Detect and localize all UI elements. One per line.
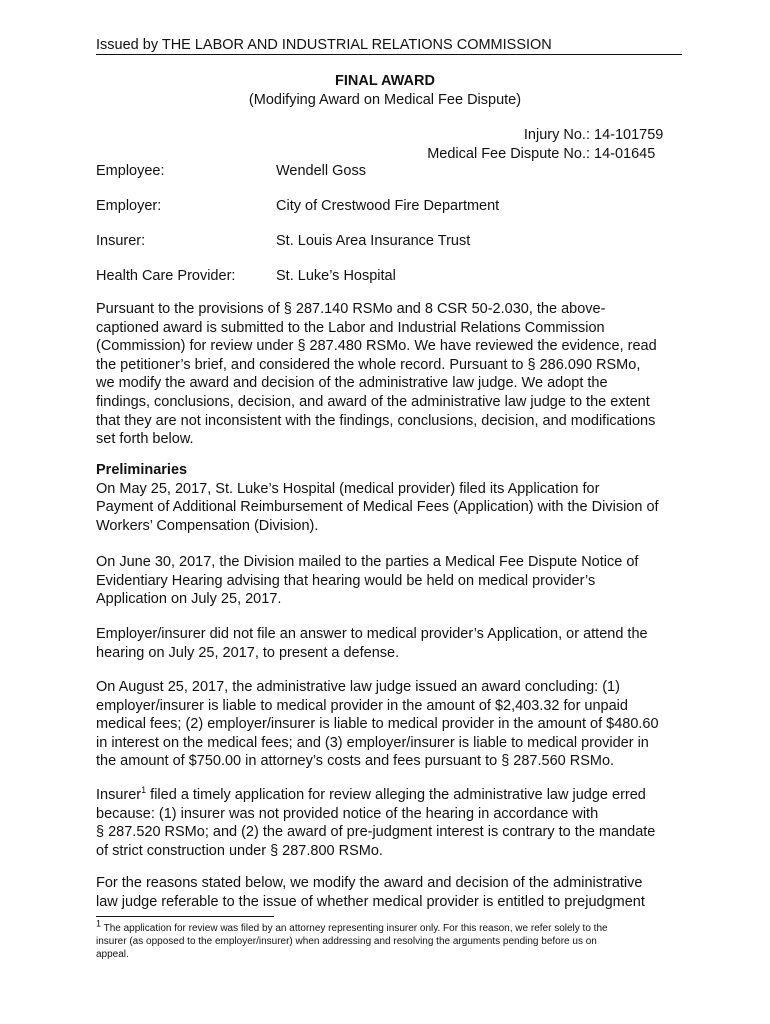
text-line: For the reasons stated below, we modify the award and decision of the administrative (96, 875, 643, 891)
text-line: On June 30, 2017, the Division mailed to the parties a Medical Fee Dispute Notice of (96, 554, 639, 570)
footnote-divider (96, 916, 274, 917)
text-line: hearing on July 25, 2017, to present a defense. (96, 644, 400, 661)
dispute-number-label: Medical Fee Dispute No.: (427, 146, 590, 162)
party-health-care-provider (96, 268, 396, 284)
paragraph-reasons (96, 874, 686, 911)
party-label: Health Care Provider: (96, 268, 236, 284)
text-fragment: filed a timely application for review alleging the administrative law judge erred (146, 787, 646, 803)
paragraph-notice (96, 553, 686, 609)
insurer-word: Insurer (96, 787, 142, 803)
text-line: we modify the award and decision of the administrative law judge. We adopt the (96, 375, 608, 392)
text-line: § 287.520 RSMo; and (2) the award of pre-judgment interest is contrary to the mandate (96, 824, 656, 841)
text-line: (Commission) for review under § 287.480 RSMo. We have reviewed the evidence, read (96, 338, 657, 355)
issued-by-line: Issued by THE LABOR AND INDUSTRIAL RELATIONS COMMISSION (96, 37, 682, 55)
party-value: City of Crestwood Fire Department (276, 198, 500, 214)
party-insurer (96, 233, 470, 249)
party-label: Insurer: (96, 233, 146, 249)
text-line: findings, conclusions, decision, and award of the administrative law judge to the extent (96, 393, 650, 410)
intro-paragraph (96, 300, 686, 449)
footnote (96, 918, 686, 961)
party-label: Employer: (96, 198, 162, 214)
text-line: On August 25, 2017, the administrative law judge issued an award concluding: (1) (96, 679, 620, 695)
injury-number-value: 14-101759 (594, 127, 664, 143)
text-line: Workers’ Compensation (Division). (96, 517, 319, 534)
preliminaries-section (96, 461, 686, 535)
text-line: the amount of $750.00 in attorney’s costs and fees pursuant to § 287.560 RSMo. (96, 753, 615, 770)
award-subtitle: (Modifying Award on Medical Fee Dispute) (248, 92, 522, 108)
party-value: St. Louis Area Insurance Trust (276, 233, 471, 249)
text-line: Payment of Additional Reimbursement of Medical Fees (Application) with the Division of (96, 499, 659, 516)
award-title: FINAL AWARD (335, 73, 435, 89)
text-line: On May 25, 2017, St. Luke’s Hospital (medical provider) filed its Application for (96, 480, 600, 497)
paragraph-application-for-review (96, 786, 686, 860)
paragraph-no-answer (96, 625, 686, 662)
text-line: Application on July 25, 2017. (96, 591, 282, 608)
text-line: the petitioner’s brief, and considered the whole record. Pursuant to § 286.090 RSMo, (96, 356, 641, 373)
footnote-line: appeal. (96, 949, 129, 960)
text-line: set forth below. (96, 431, 194, 448)
text-fragment: The application for review was filed by an attorney representing insurer only. For this reason, we refer solely to the (101, 923, 608, 934)
text-line (96, 786, 686, 805)
text-line: employer/insurer is liable to medical provider in the amount of $2,403.32 for unpaid (96, 697, 628, 714)
injury-number-row (524, 127, 682, 143)
injury-number-label: Injury No.: (523, 127, 590, 143)
footnote-line: insurer (as opposed to the employer/insurer) when addressing and resolving the arguments pending before us on (96, 936, 597, 947)
party-value: St. Luke’s Hospital (276, 268, 396, 284)
dispute-number-row (427, 146, 682, 162)
text-line: Evidentiary Hearing advising that hearing would be held on medical provider’s (96, 572, 596, 589)
text-line: medical fees; (2) employer/insurer is liable to medical provider in the amount of $480.60 (96, 716, 659, 733)
footnote-reference[interactable]: 1 (141, 785, 147, 796)
text-line: Employer/insurer did not file an answer to medical provider’s Application, or attend the (96, 626, 648, 642)
party-employer (96, 198, 499, 214)
text-line: Pursuant to the provisions of § 287.140 RSMo and 8 CSR 50-2.030, the above- (96, 301, 606, 317)
text-line: of strict construction under § 287.800 RSMo. (96, 842, 383, 859)
paragraph-award (96, 678, 686, 771)
text-line: in interest on the medical fees; and (3) employer/insurer is liable to medical provider in (96, 734, 649, 751)
text-line: because: (1) insurer was not provided notice of the hearing in accordance with (96, 805, 599, 822)
text-line: that they are not inconsistent with the findings, conclusions, decision, and modifications (96, 412, 656, 429)
party-label: Employee: (96, 163, 165, 179)
text-line: captioned award is submitted to the Labor and Industrial Relations Commission (96, 319, 605, 336)
party-employee (96, 163, 366, 179)
section-heading: Preliminaries (96, 462, 188, 478)
dispute-number-value: 14-01645 (594, 146, 656, 162)
party-value: Wendell Goss (276, 163, 366, 179)
footnote-mark: 1 (96, 918, 102, 929)
text-line: law judge referable to the issue of whether medical provider is entitled to prejudgment (96, 893, 645, 910)
footnote-line (96, 918, 686, 935)
